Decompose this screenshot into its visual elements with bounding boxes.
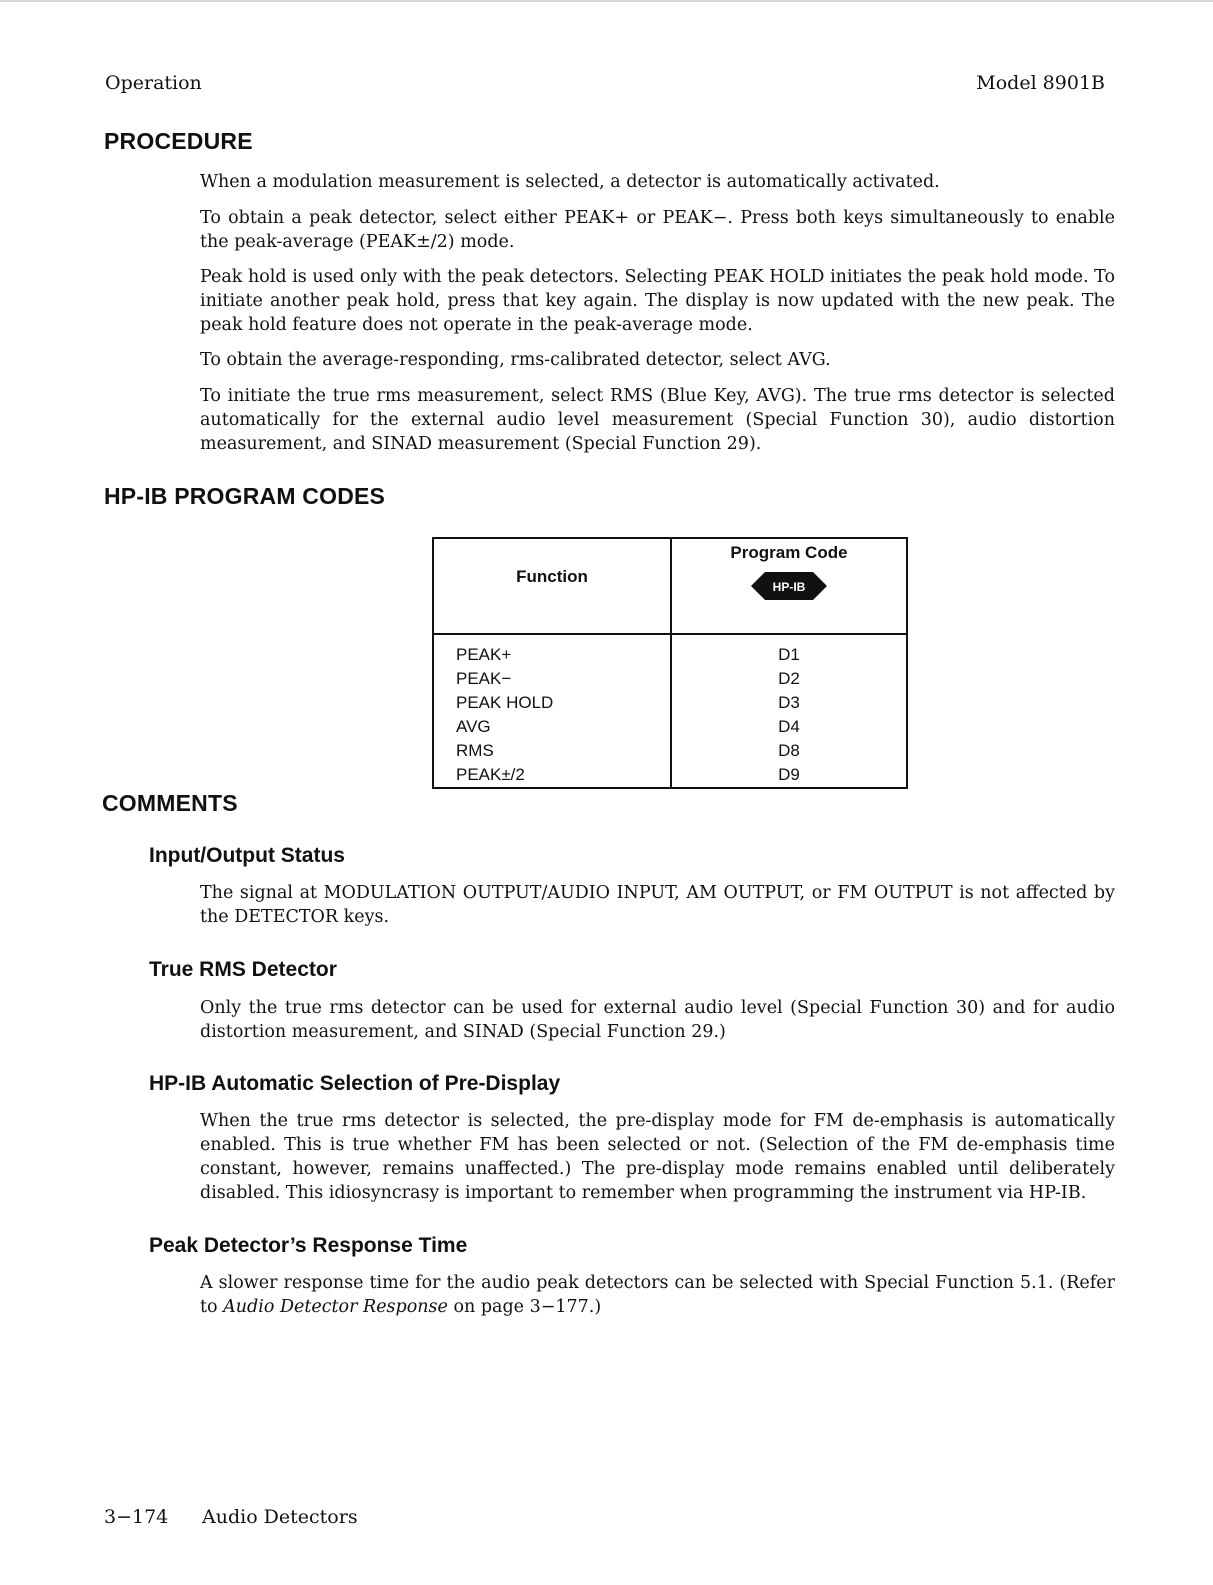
function-item: RMS: [456, 741, 494, 760]
text-run: on page 3−177.): [447, 1297, 602, 1317]
comment-paragraph-input-output: [200, 881, 1115, 929]
function-item: PEAK±/2: [456, 765, 525, 784]
paragraph-text: When a modulation measurement is selected, a detector is automatically activated.: [200, 172, 940, 192]
code-item: D1: [778, 645, 800, 664]
function-item: AVG: [456, 717, 491, 736]
program-codes-table: [432, 537, 908, 789]
column-header-program-code: [671, 538, 907, 634]
paragraph-text: Peak hold is used only with the peak detectors. Selecting PEAK HOLD initiates the peak hold mode. To initiate another peak hold, press that key again. The display is now updated with the new peak. The peak hold feature does not operate in the peak-average mode.: [200, 267, 1115, 335]
paragraph-text: The signal at MODULATION OUTPUT/AUDIO INPUT, AM OUTPUT, or FM OUTPUT is not affected by the DETECTOR keys.: [200, 883, 1115, 927]
page-number: 3−174: [104, 1506, 169, 1528]
footer-section-title: Audio Detectors: [202, 1506, 358, 1528]
text-run: A slower response time for the audio peak detectors can be selected with Special Function 5.1. (Refer to: [200, 1273, 1115, 1317]
function-item: PEAK HOLD: [456, 693, 554, 712]
comment-paragraph-true-rms: [200, 996, 1115, 1044]
subheading-input-output-status: Input/Output Status: [149, 844, 345, 867]
code-cell: [671, 634, 907, 788]
procedure-paragraph-5: [200, 384, 1115, 456]
code-item: D8: [778, 741, 800, 760]
code-item: D2: [778, 669, 800, 688]
running-header-model: Model 8901B: [976, 72, 1105, 94]
subheading-pre-display: HP-IB Automatic Selection of Pre-Display: [149, 1072, 561, 1095]
paragraph-text: When the true rms detector is selected, the pre-display mode for FM de-emphasis is automatically enabled. This is true whether FM has been selected or not. (Selection of the FM de-emphasis time constant, however, remains unaffected.) The pre-display mode remains enabled until deliberately disabled. This idiosyncrasy is important to remember when programming the instrument via HP-IB.: [200, 1111, 1115, 1203]
comments-heading: COMMENTS: [102, 790, 238, 816]
subheading-peak-response-time: Peak Detector’s Response Time: [149, 1234, 468, 1257]
running-header-section: Operation: [105, 72, 202, 94]
function-item: PEAK+: [456, 645, 512, 664]
paragraph-text: To obtain the average-responding, rms-calibrated detector, select AVG.: [200, 350, 831, 370]
comment-paragraph-pre-display: [200, 1109, 1115, 1205]
procedure-paragraph-1: [200, 170, 1115, 194]
page-top-rule: [0, 0, 1213, 2]
program-code-label: Program Code: [730, 543, 848, 562]
column-header-function: Function: [433, 538, 671, 634]
code-item: D4: [778, 717, 800, 736]
procedure-heading: PROCEDURE: [104, 128, 253, 154]
table-header-row: [433, 538, 907, 634]
paragraph-text: Only the true rms detector can be used for external audio level (Special Function 30) and for audio distortion measurement, and SINAD (Special Function 29.): [200, 998, 1115, 1042]
code-item: D9: [778, 765, 800, 784]
function-cell: [433, 634, 671, 788]
program-codes-heading: HP-IB PROGRAM CODES: [104, 483, 386, 509]
paragraph-text: To initiate the true rms measurement, select RMS (Blue Key, AVG). The true rms detector is selected automatically for the external audio level measurement (Special Function 30), audio distortion measurement, and SINAD measurement (Special Function 29).: [200, 386, 1115, 454]
paragraph-text: [200, 1271, 1115, 1319]
table-body-row: [433, 634, 907, 788]
procedure-paragraph-4: [200, 348, 1115, 372]
comment-paragraph-peak-response: [200, 1271, 1115, 1319]
hp-ib-badge-icon: [751, 571, 827, 601]
procedure-paragraph-3: [200, 265, 1115, 337]
subheading-true-rms-detector: True RMS Detector: [149, 958, 337, 981]
hp-ib-badge-label: HP-IB: [772, 580, 806, 594]
code-item: D3: [778, 693, 800, 712]
function-item: PEAK−: [456, 669, 512, 688]
cross-reference-link[interactable]: Audio Detector Response: [223, 1297, 448, 1317]
procedure-paragraph-2: [200, 206, 1115, 254]
paragraph-text: To obtain a peak detector, select either PEAK+ or PEAK−. Press both keys simultaneously to enable the peak-average (PEAK±/2) mode.: [200, 208, 1115, 252]
